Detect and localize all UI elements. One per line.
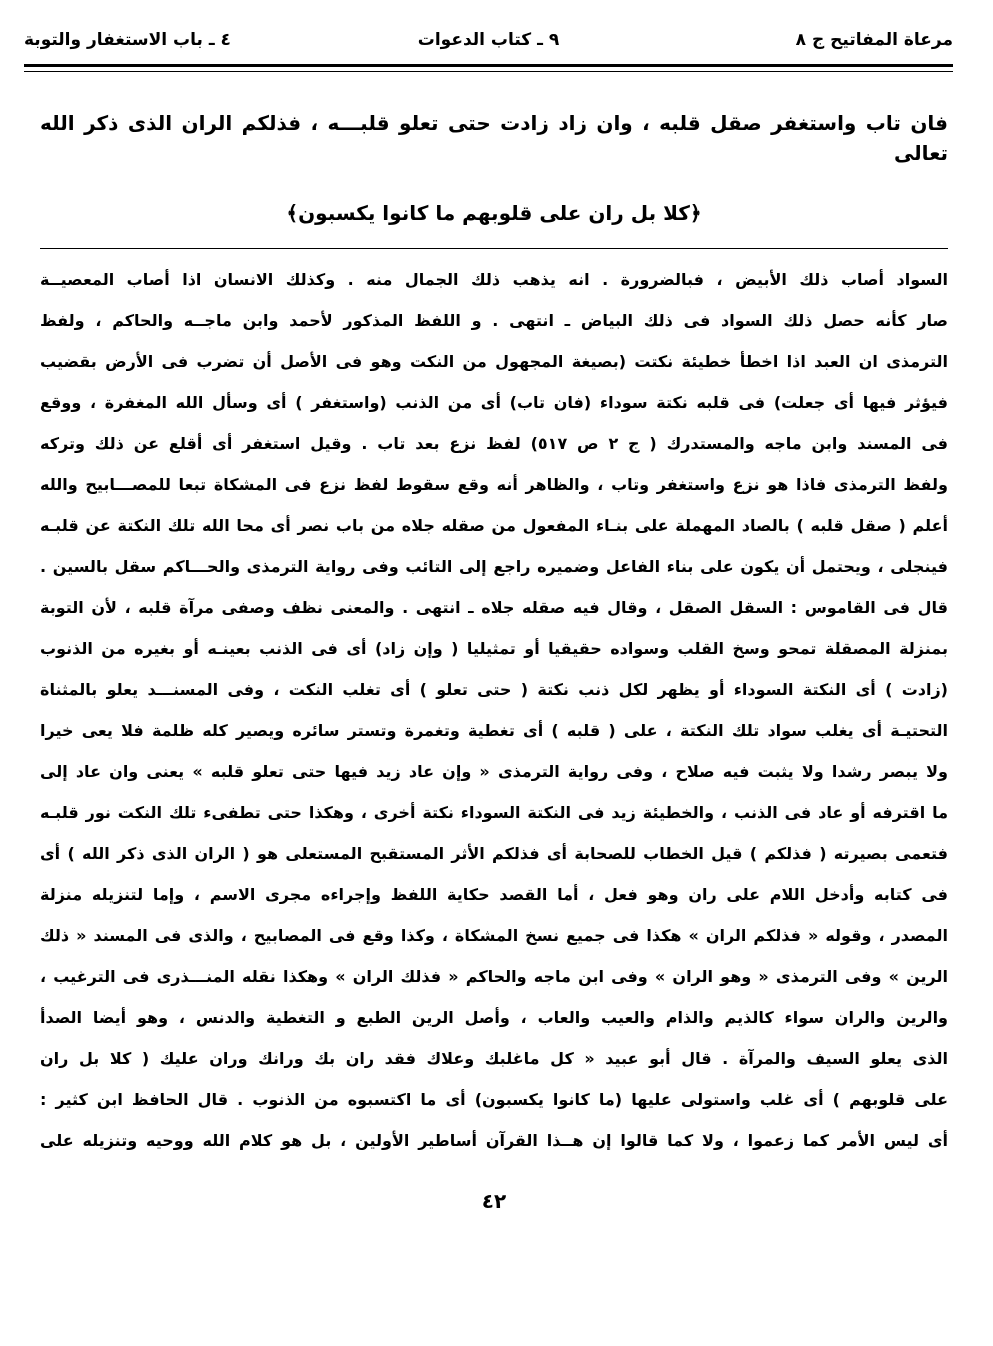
commentary-line: المصدر ، وقوله « فذلكم الران » هكذا فى جميع نسخ المشكاة ، وكذا وقع فى المصابيح ، والذى فى المسند « ذلك (40, 926, 948, 945)
commentary-line: أعلم ( صقل قلبه ) بالصاد المهملة على بنـاء المفعول من صقله جلاه من باب نصر أى محا الله تلك النكتة عن قلبـه (40, 516, 948, 535)
header-bab: ٤ ـ باب الاستغفار والتوبة (24, 30, 231, 50)
header-rule-thin (24, 71, 953, 72)
page-number: ٤٢ (481, 1189, 507, 1213)
commentary-line: صار كأنه حصل ذلك السواد فى ذلك البياض ـ انتهى . و اللفظ المذكور لأحمد وابن ماجــه والحاكم ، ولفظ (40, 311, 948, 330)
commentary-line: الرين » وفى الترمذى « وهو الران » وفى ابن ماجه والحاكم « فذلك الران » وهكذا نقله المنـــذرى فى الترغيب ، (40, 967, 948, 986)
header-kitab: ٩ ـ كتاب الدعوات (417, 30, 560, 50)
hadith-text-line: فان تاب واستغفر صقل قلبه ، وان زاد زادت حتى تعلو قلبـــه ، فذلكم الران الذى ذكر الله تعالى (40, 111, 948, 165)
commentary-line: الترمذى ان العبد اذا اخطأ خطيئة نكتت (بصيغة المجهول من النكت وهو فى الأصل أن تضرب فى الأرض بقضيب (40, 352, 948, 371)
commentary-line: ولا يبصر رشدا ولا يثبت فيه صلاح ، وفى رواية الترمذى « وإن عاد زيد فيها حتى تعلو قلبه » يعنى وان عاد إلى (40, 762, 948, 781)
commentary-line: السواد أصاب ذلك الأبيض ، فبالضرورة . انه يذهب ذلك الجمال منه . وكذلك الانسان اذا أصاب المعصيــة (40, 270, 948, 289)
commentary-line: التحتيـة أى يغلب سواد تلك النكتة ، على ( قلبه ) أى تغطية وتغمرة وتستر سائره ويصير كله ظلمة فلا يعى خيرا (40, 721, 948, 740)
header-rule-thick (24, 64, 953, 67)
commentary-line: ولفظ الترمذى فاذا هو نزع واستغفر وتاب ، والظاهر أنه وقع سقوط لفظ نزع فى المشكاة تبعا للمصـــابيح والله (40, 475, 948, 494)
commentary-line: أى ليس الأمر كما زعموا ، ولا كما قالوا إن هــذا القرآن أساطير الأولين ، بل هو كلام الله ووحيه وتنزيله على (40, 1131, 948, 1150)
commentary-line: قال فى القاموس : السقل الصقل ، وقال فيه صقله جلاه ـ انتهى . والمعنى نظف وصفى مرآة قلبه ، لأن التوبة (40, 598, 948, 617)
commentary-line: ما اقترفه أو عاد فى الذنب ، والخطيئة زيد فى النكتة السوداء نكتة أخرى ، وهكذا حتى تطفىء تلك النكت نور قلبـه (40, 803, 948, 822)
commentary-line: فى كتابه وأدخل اللام على ران وهو فعل ، أما القصد حكاية اللفظ وإجراءه مجرى الاسم ، وإما لتنزيله منزلة (40, 885, 948, 904)
commentary-line: الذى يعلو السيف والمرآة . قال أبو عبيد « كل ماغلبك وعلاك فقد ران بك ورانك وران عليك ( كلا بل ران (40, 1049, 948, 1068)
commentary-line: بمنزلة المصقلة تمحو وسخ القلب وسواده حقيقيا أو تمثيليا ( وإن زاد) أى فى الذنب بعينـه أو بغيره من الذنوب (40, 639, 948, 658)
commentary-line: فيؤثر فيها أى جعلت) فى قلبه نكتة سوداء (فان تاب) أى من الذنب (واستغفر ) أى وسأل الله المغفرة ، ووقع (40, 393, 948, 412)
section-divider (40, 248, 948, 249)
commentary-line: على قلوبهم ) أى غلب واستولى عليها (ما كانوا يكسبون) أى ما اكتسبوه من الذنوب . قال الحافظ ابن كثير : (40, 1090, 948, 1109)
commentary-line: (زادت ) أى النكتة السوداء أو يظهر لكل ذنب نكتة ( حتى تعلو ) أى تغلب النكت ، وفى المسنـــد يعلو بالمثناة (40, 680, 948, 699)
header-book-title: مرعاة المفاتيح ج ٨ (795, 30, 953, 50)
commentary-line: فتعمى بصيرته ( فذلكم ) قيل الخطاب للصحابة أى فذلكم الأثر المستقبح المستعلى هو ( الران الذى ذكر الله ) أى (40, 844, 948, 863)
commentary-line: فى المسند وابن ماجه والمستدرك ( ج ٢ ص ٥١٧) لفظ نزع بعد تاب . وقيل استغفر أى أقلع عن ذلك وتركه (40, 434, 948, 453)
quran-verse: ﴿كلا بل ران على قلوبهم ما كانوا يكسبون﴾ (286, 201, 702, 225)
commentary-line: والرين والران سواء كالذيم والذام والعيب والعاب ، وأصل الرين الطبع و التغطية والدنس ، وهو أيضا الصدأ (40, 1008, 948, 1027)
running-header (24, 30, 953, 60)
commentary (40, 263, 948, 1165)
commentary-line: فينجلى ، ويحتمل أن يكون على بناء الفاعل وضميره راجع إلى التائب وفى رواية الترمذى والحـــاكم سقل بالسين . (40, 557, 948, 576)
